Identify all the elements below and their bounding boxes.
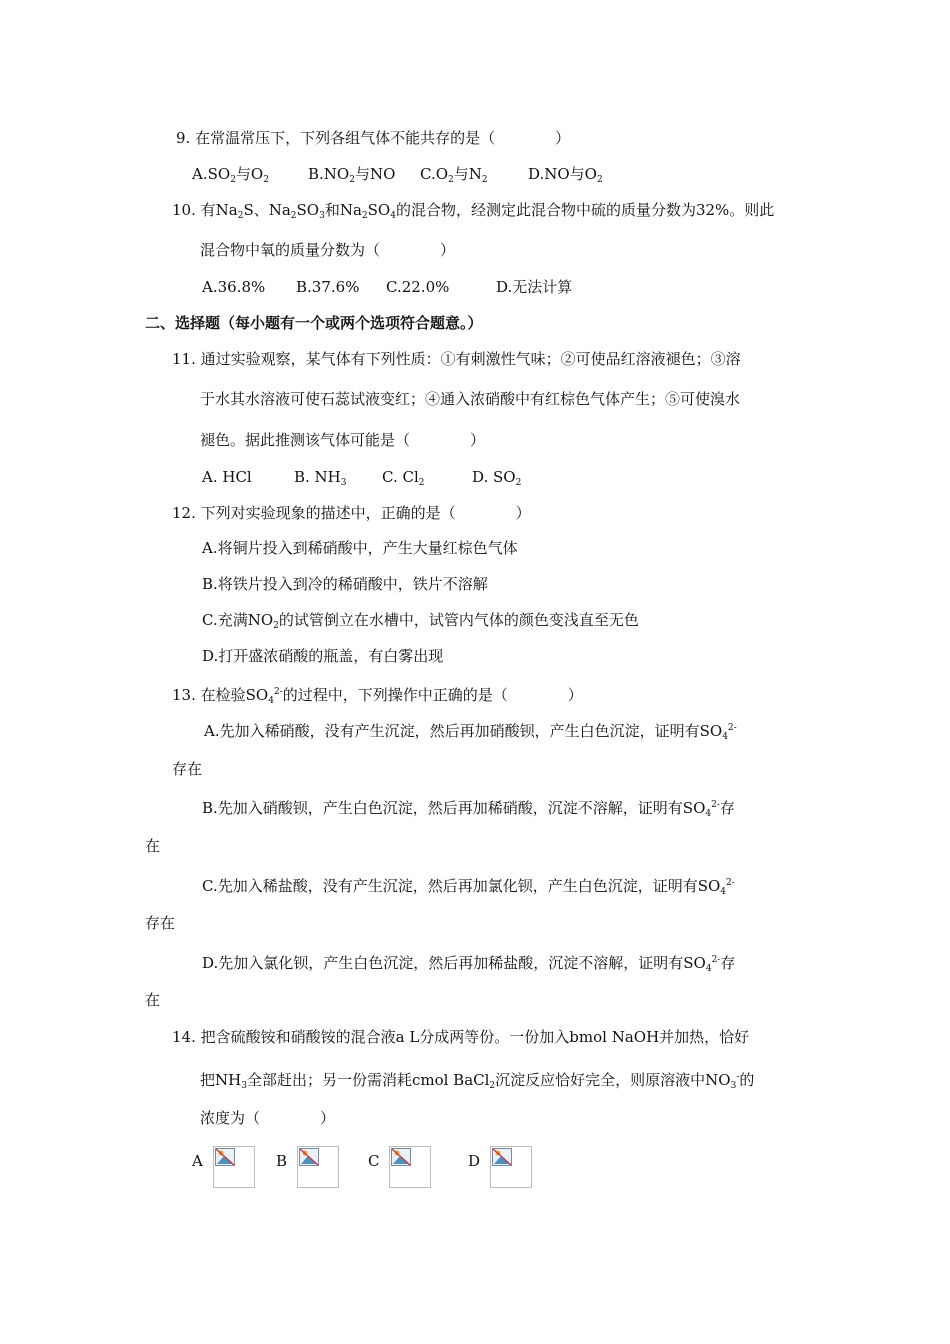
q11-stem-line1: 11. 通过实验观察，某气体有下列性质：①有刺激性气味；②可使品红溶液褪色；③溶 [172,350,741,368]
q10-stem-line2: 混合物中氧的质量分数为（ ） [200,241,456,259]
broken-image-icon [490,1146,532,1188]
q11-option-b: B. $NH_3$ [294,468,347,488]
q12-option-a: A.将铜片投入到稀硝酸中，产生大量红棕色气体 [202,539,518,557]
q14-stem-line1: 14. 把含硫酸铵和硝酸铵的混合液a L分成两等份。一份加入bmol NaOH并加热，恰好 [172,1028,750,1046]
q14-option-a-label: A [192,1152,203,1170]
q11-option-c: C. $Cl_2$ [382,468,425,488]
q14-option-d [468,1146,532,1188]
q13-option-c-cont: 存在 [145,914,176,932]
q13-option-d-cont: 在 [145,991,161,1009]
q14-option-c [368,1146,431,1188]
q11-option-d: D. $SO_2$ [472,468,522,488]
q9-option-d: D.NO与$O_2$ [528,165,603,185]
q13-option-b: B.先加入硝酸钡，产生白色沉淀，然后再加稀硝酸，沉淀不溶解，证明有$SO_4^{2-}$存 [202,799,735,819]
q13-option-c: C.先加入稀盐酸，没有产生沉淀，然后再加氯化钡，产生白色沉淀，证明有$SO_4^{2-}$ [202,877,735,897]
q11-stem-line3: 褪色。据此推测该气体可能是（ ） [200,431,486,449]
q9-option-c: $C.O_2$与$N_2$ [420,165,488,185]
q13-option-a: A.先加入稀硝酸，没有产生沉淀，然后再加硝酸钡，产生白色沉淀，证明有$SO_4^{2-}$ [204,722,737,742]
q14-option-b [276,1146,339,1188]
q9-option-a: $A.SO_2$与$O_2$ [192,165,269,185]
q14-option-c-label: C [368,1152,380,1170]
section-heading: 二、选择题（每小题有一个或两个选项符合题意。） [145,314,483,332]
broken-image-icon [213,1146,255,1188]
q14-option-d-label: D [468,1152,481,1170]
q9-stem: 9. 在常温常压下，下列各组气体不能共存的是（ ） [176,129,571,147]
q13-option-a-cont: 存在 [172,760,203,778]
q11-stem-line2: 于水其水溶液可使石蕊试液变红；④通入浓硝酸中有红棕色气体产生；⑤可使溴水 [200,390,741,408]
q10-stem-line1: 10. 有$Na_2S$、$Na_2SO_3$和$Na_2SO_4$的混合物，经测定此混合物中硫的质量分数为32%。则此 [172,201,775,221]
q13-stem: 13. 在检验$SO_4^{2-}$的过程中，下列操作中正确的是（ ） [172,686,583,706]
q12-option-b: B.将铁片投入到冷的稀硝酸中，铁片不溶解 [202,575,488,593]
broken-image-icon [389,1146,431,1188]
q11-option-a: A. HCl [202,468,252,486]
q14-option-b-label: B [276,1152,288,1170]
q10-option-a: A.36.8% [202,278,266,296]
q13-option-b-cont: 在 [145,837,161,855]
broken-image-icon [297,1146,339,1188]
q12-option-c: C.充满$NO_2$的试管倒立在水槽中，试管内气体的颜色变浅直至无色 [202,611,639,631]
q13-option-d: D.先加入氯化钡，产生白色沉淀，然后再加稀盐酸，沉淀不溶解，证明有$SO_4^{2-}$存 [202,954,736,974]
q12-option-d: D.打开盛浓硝酸的瓶盖，有白雾出现 [202,647,444,665]
q14-option-a [192,1146,255,1188]
q10-option-c: C.22.0% [386,278,450,296]
q14-stem-line2: 把$NH_3$全部赶出；另一份需消耗cmol BaCl$_2$沉淀反应恰好完全，则原溶液中$NO_3^-$的 [200,1071,755,1091]
q12-stem: 12. 下列对实验现象的描述中，正确的是（ ） [172,504,531,522]
q10-option-b: B.37.6% [296,278,360,296]
q14-stem-line3: 浓度为（ ） [200,1109,336,1127]
q9-option-b: $B.NO_2$与NO [308,165,396,185]
q10-option-d: D.无法计算 [496,278,573,296]
